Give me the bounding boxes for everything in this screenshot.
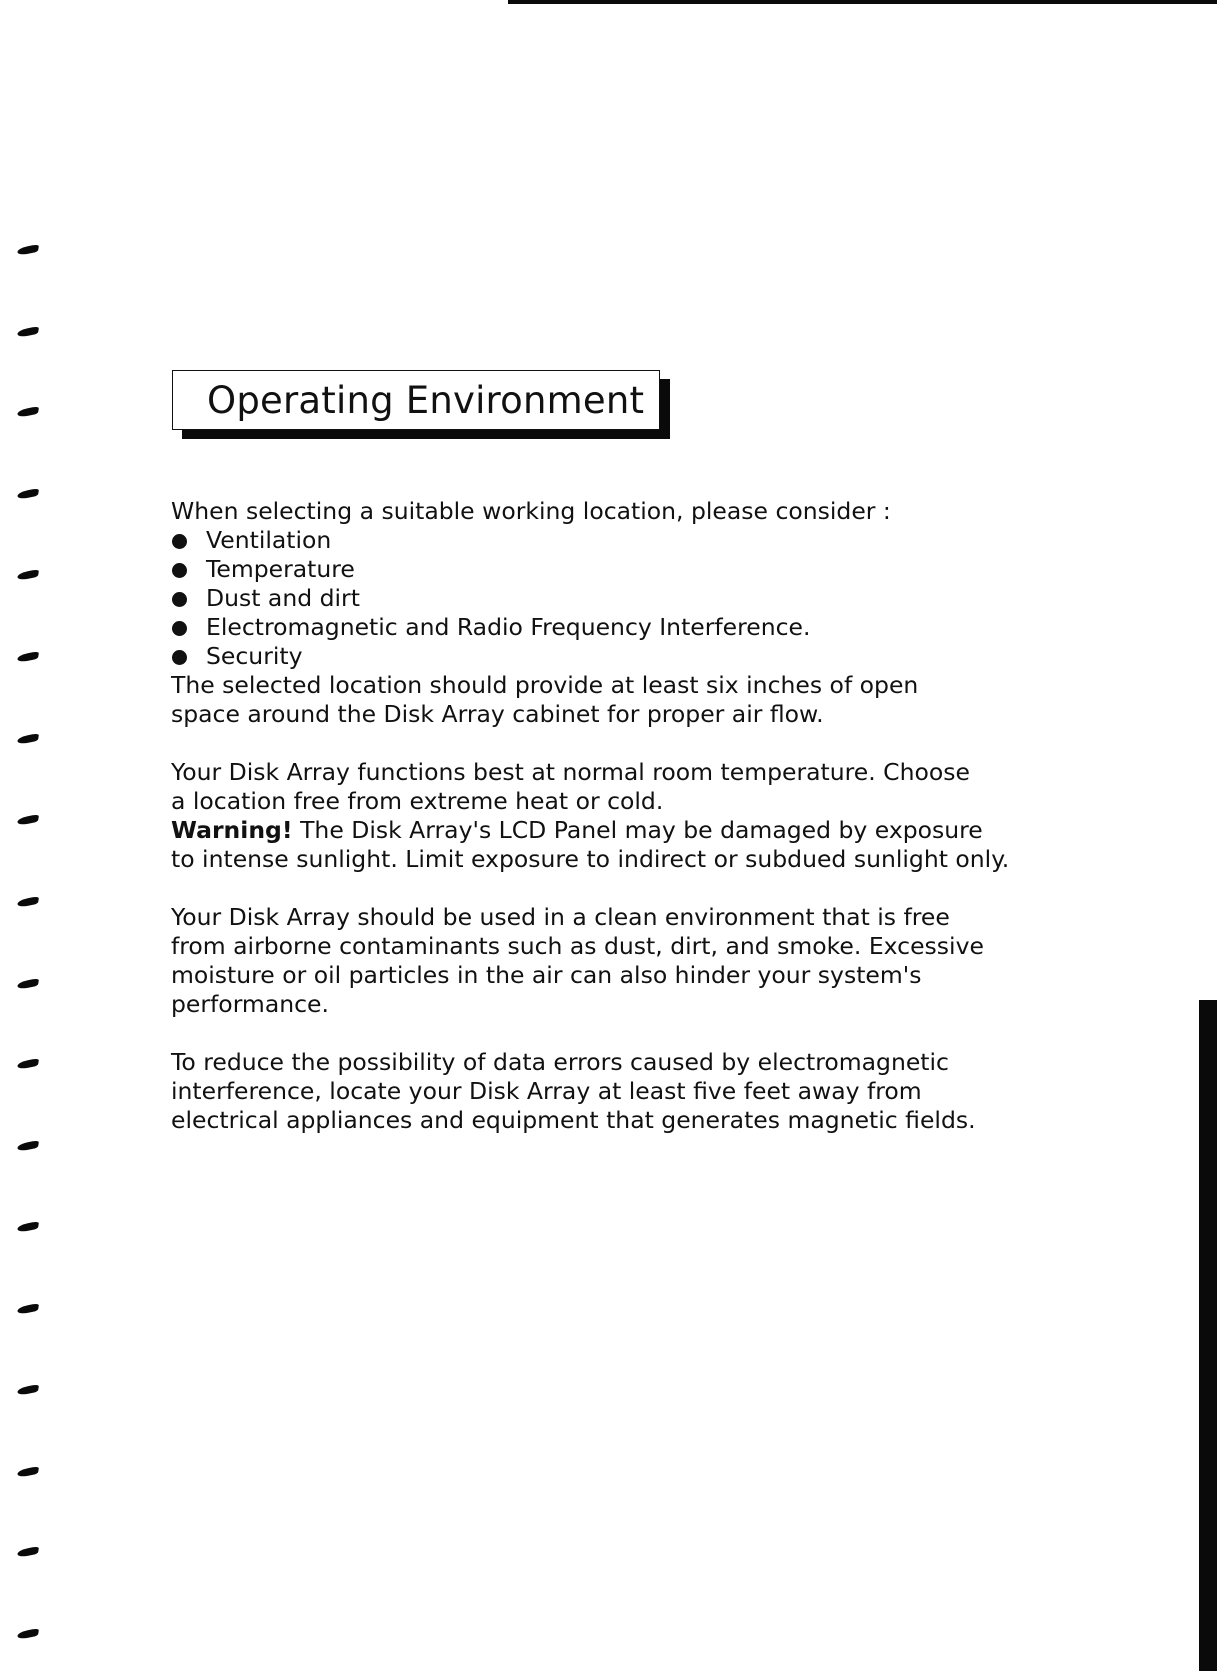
list-item xyxy=(171,555,1171,584)
scan-right-edge xyxy=(1199,1000,1217,1671)
bullet-icon xyxy=(172,650,187,665)
punch-mark xyxy=(17,1546,39,1558)
document-body xyxy=(171,497,1171,1135)
punch-mark xyxy=(17,1058,39,1070)
bullet-icon xyxy=(172,592,187,607)
list-item xyxy=(171,584,1171,613)
punch-mark xyxy=(17,733,39,745)
bullet-icon xyxy=(172,563,187,578)
punch-mark xyxy=(17,326,39,338)
punch-mark xyxy=(17,1384,39,1396)
list-item-label: Dust and dirt xyxy=(206,584,360,612)
bullet-icon xyxy=(172,534,187,549)
paragraph-line: a location free from extreme heat or cold. xyxy=(171,787,664,815)
list-item xyxy=(171,613,1171,642)
considerations-list xyxy=(171,526,1171,671)
punch-mark xyxy=(17,569,39,581)
punch-mark xyxy=(17,488,39,500)
section-title-box xyxy=(172,370,660,430)
warning-line xyxy=(171,816,1171,845)
paragraph-line: Your Disk Array should be used in a clean environment that is free xyxy=(171,903,950,931)
interference-paragraph xyxy=(171,1048,1171,1135)
warning-text: The Disk Array's LCD Panel may be damaged by exposure xyxy=(292,816,983,844)
ventilation-paragraph xyxy=(171,671,1171,729)
paragraph-line: to intense sunlight. Limit exposure to indirect or subdued sunlight only. xyxy=(171,845,1010,873)
bullet-icon xyxy=(172,621,187,636)
paragraph-line: The selected location should provide at least six inches of open xyxy=(171,671,919,699)
punch-mark xyxy=(17,896,39,908)
paragraph-line: To reduce the possibility of data errors caused by electromagnetic xyxy=(171,1048,949,1076)
list-item-label: Temperature xyxy=(206,555,355,583)
punch-mark xyxy=(17,244,39,256)
punch-mark xyxy=(17,1140,39,1152)
punch-mark xyxy=(17,1303,39,1315)
punch-mark xyxy=(17,406,39,418)
punch-mark xyxy=(17,1221,39,1233)
list-item-label: Security xyxy=(206,642,303,670)
scan-top-edge xyxy=(508,0,1217,4)
paragraph-line: space around the Disk Array cabinet for proper air flow. xyxy=(171,700,824,728)
warning-label: Warning! xyxy=(171,816,293,844)
punch-mark xyxy=(17,651,39,663)
list-item xyxy=(171,526,1171,555)
page-title: Operating Environment xyxy=(207,379,645,422)
paragraph-line: from airborne contaminants such as dust, dirt, and smoke. Excessive xyxy=(171,932,984,960)
paragraph-line: Your Disk Array functions best at normal room temperature. Choose xyxy=(171,758,970,786)
paragraph-line: electrical appliances and equipment that generates magnetic fields. xyxy=(171,1106,976,1134)
paragraph-line: interference, locate your Disk Array at least five feet away from xyxy=(171,1077,922,1105)
punch-mark xyxy=(17,1628,39,1640)
punch-mark xyxy=(17,1466,39,1478)
list-item-label: Electromagnetic and Radio Frequency Interference. xyxy=(206,613,811,641)
temperature-paragraph xyxy=(171,758,1171,874)
list-item xyxy=(171,642,1171,671)
intro-paragraph: When selecting a suitable working location, please consider : xyxy=(171,497,891,525)
punch-mark xyxy=(17,978,39,990)
list-item-label: Ventilation xyxy=(206,526,332,554)
paragraph-line: moisture or oil particles in the air can also hinder your system's xyxy=(171,961,922,989)
dust-paragraph xyxy=(171,903,1171,1019)
paragraph-line: performance. xyxy=(171,990,329,1018)
punch-mark xyxy=(17,814,39,826)
